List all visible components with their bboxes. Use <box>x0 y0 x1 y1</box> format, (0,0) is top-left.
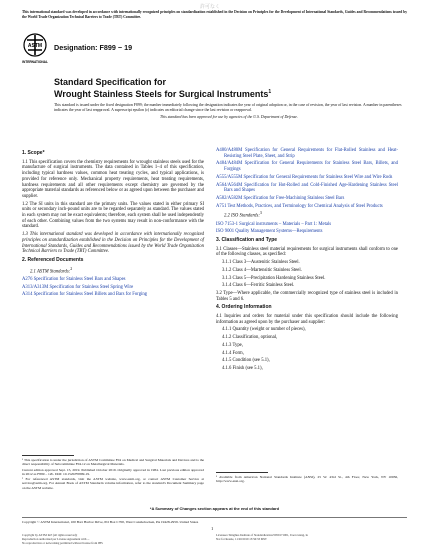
reference-link-a751[interactable]: A751 Test Methods, Practices, and Terminology for Chemical Analysis of Steel Products <box>216 203 383 209</box>
footnote-1-edition: Current edition approved Sept. 15, 2019. Published October 2019. Originally approved in 1984. Last previous edition approved in 2012 as F899 – 12b. DOI: 10.1520/F0899-19. <box>22 467 204 476</box>
svg-text:ASTM: ASTM <box>27 43 43 49</box>
reference-link-iso-7153[interactable]: ISO 7153-1 Surgical instruments – Materials – Part 1: Metals <box>216 221 332 227</box>
top-notice: This international standard was developed in accordance with internationally recognized principles on standardization established in the Decision on Principles for the Development of International Standards, Guides and Recommendations issued by the World Trade Organization Technical Barriers to Trade (TBT) Committee. <box>22 10 407 19</box>
paragraph-2-1: 2.1 ASTM Standards:$^2$ <box>30 266 73 275</box>
reference-link-a555[interactable]: A555/A555M Specification for General Requirements for Stainless Steel Wire and Wire Rods <box>216 174 393 180</box>
reference-link-a582[interactable]: A582/A582M Specification for Free-Machining Stainless Steel Bars <box>216 195 345 201</box>
reference-link-a480[interactable]: A480/A480M Specification for General Requirements for Flat-Rolled Stainless and Heat-Resisting Steel Plate, Sheet, and Strip <box>216 148 398 159</box>
reference-link-a314[interactable]: A314 Specification for Stainless Steel Billets and Bars for Forging <box>22 292 148 298</box>
left-column <box>22 148 204 300</box>
copyright-line: Copyright © ASTM International, 100 Barr Harbor Drive, PO Box C700, West Conshohocken, PA 19428-2959. United States <box>22 517 407 524</box>
reference-link-a484[interactable]: A484/A484M Specification for General Requirements for Stainless Steel Bars, Billets, and Forgings <box>216 161 398 173</box>
class-item: 3.1.2 Class 4—Martensitic Stainless Steel. <box>222 267 302 273</box>
paragraph-3-1: 3.1 Classes—Stainless steel material requirements for surgical instruments shall conform to one of the following classes, as specified: <box>216 246 398 258</box>
order-item: 4.1.6 Finish (see 5.1), <box>222 365 263 371</box>
footnotes-left <box>22 458 204 491</box>
class-item: 3.1.4 Class 6—Ferritic Stainless Steel. <box>222 283 295 289</box>
section-heading-scope: 1. Scope* <box>22 150 45 156</box>
section-heading-referenced-documents: 2. Referenced Documents <box>22 256 84 263</box>
footnotes-right <box>216 475 398 485</box>
page-number: 1 <box>211 526 214 531</box>
reference-link-a564[interactable]: A564/A564M Specification for Hot-Rolled and Cold-Finished Age-Hardening Stainless Steel Bars and Shapes <box>216 182 398 194</box>
designation: Designation: F899 − 19 <box>54 43 133 52</box>
summary-of-changes-note: *A Summary of Changes section appears at the end of this standard <box>149 506 280 511</box>
footnote-2: ² For referenced ASTM standards, visit the ASTM website, www.astm.org, or contact ASTM Customer Service at service@astm.org. For Annual Book of ASTM Standards volume information, refer to the standard's Document Summary page on the ASTM website. <box>22 477 204 490</box>
title-line-2: Wrought Stainless Steels for Surgical Instruments$^1$ <box>54 89 272 99</box>
title-line-1: Standard Specification for <box>54 77 167 87</box>
class-item: 3.1.3 Class 5—Precipitation Hardening Stainless Steel. <box>222 275 326 281</box>
footnote-divider-left <box>22 455 74 456</box>
section-heading-classification: 3. Classification and Type <box>216 237 278 243</box>
paragraph-1-3: 1.3 This international standard was developed in accordance with internationally recognized principles on standardization established in the Decision on Principles for the Development of International Standards, Guides and Recommendations issued by the World Trade Organization Technical Barriers to Trade (TBT) Committee. <box>22 232 204 255</box>
document-title <box>54 77 394 99</box>
order-item: 4.1.2 Classification, optional, <box>222 335 278 341</box>
order-item: 4.1.3 Type, <box>222 342 243 348</box>
class-item: 3.1.1 Class 3—Austenitic Stainless Steel. <box>222 260 300 266</box>
paragraph-1-1: 1.1 This specification covers the chemistry requirements for wrought stainless steels used for the manufacture of surgical instruments. The data contained in Tables 1–4 of this specification, including typical hardness values, common heat treating cycles, and typical applications, is provided for reference only. Mechanical property requirements, heat treating requirements, hardness requirements and all other requirements except chemistry are governed by the appropriate material standards as referenced below or as agreed upon between the purchaser and supplier. <box>22 159 204 199</box>
footnote-divider-right <box>216 472 268 473</box>
paragraph-4-1: 4.1 Inquiries and orders for material under this specification should include the following information as agreed upon by the purchaser and supplier: <box>216 314 398 325</box>
reference-link-a276[interactable]: A276 Specification for Stainless Steel Bars and Shapes <box>22 276 126 282</box>
order-item: 4.1.1 Quantity (weight or number of pieces), <box>222 327 306 333</box>
astm-logo-icon <box>22 33 48 65</box>
footnote-mark-2: 2 <box>70 266 73 271</box>
intro-paragraph: This standard is issued under the fixed designation F899; the number immediately following the designation indicates the year of original adoption or, in the case of revision, the year of last revision. A number in parentheses indicates the year of last reapproval. A superscript epsilon (ε) indicates an editorial change since the last revision or reapproval. <box>54 103 402 112</box>
order-item: 4.1.5 Condition (see 5.1), <box>222 358 270 364</box>
license-notice-right: Licensee=Tsinghua Institute of Standardization/5959171001, User=xiang, lu Not for Resale, 11/20/2019 13:56:33 MST <box>216 533 308 541</box>
right-column <box>216 148 398 374</box>
title-footnote-mark: 1 <box>268 89 272 95</box>
intro-notice <box>54 103 404 122</box>
order-item: 4.1.4 Form, <box>222 350 244 356</box>
paragraph-1-2: 1.2 The SI units in this standard are the primary units. The values stated in either primary SI units or secondary inch-pound units are to be regarded separately as standard. The values stated in each system may not be exact equivalents; therefore, each system shall be used independently of each other. Combining values from the two systems may result in non-conformance with the standard. <box>22 201 204 230</box>
footnote-3: ³ Available from American National Standards Institute (ANSI), 25 W. 43rd St., 4th Floor, New York, NY 10036, http://www.ansi.org. <box>216 475 398 484</box>
footnote-mark-3: 3 <box>259 211 262 216</box>
license-notice-left: Copyright by ASTM Int'l (all rights reserved); Reproduction authorized per License Agreement with ... No reproduction or networking permitted without license from IHS <box>22 533 103 545</box>
paragraph-3-2: 3.2 Type—Where applicable, the commercially recognized type of stainless steel is included in Tables 5 and 6. <box>216 290 398 302</box>
section-heading-ordering: 4. Ordering Information <box>216 304 272 311</box>
footnote-1: ¹ This specification is under the jurisdiction of ASTM Committee F04 on Medical and Surgical Materials and Devices and is the direct responsibility of Subcommittee F04.12 on Metallurgical Materials. <box>22 458 204 467</box>
dod-approval-note: This standard has been approved for use by agencies of the U.S. Department of Defense. <box>160 115 298 120</box>
watermark: 許可なく <box>200 5 221 10</box>
logo-text: INTERNATIONAL <box>22 60 48 64</box>
reference-link-iso-9001[interactable]: ISO 9001 Quality Management Systems—Requirements <box>216 229 323 235</box>
reference-link-a313[interactable]: A313/A313M Specification for Stainless Steel Spring Wire <box>22 284 134 290</box>
paragraph-2-2: 2.2 ISO Standards:$^3$ <box>224 211 262 219</box>
